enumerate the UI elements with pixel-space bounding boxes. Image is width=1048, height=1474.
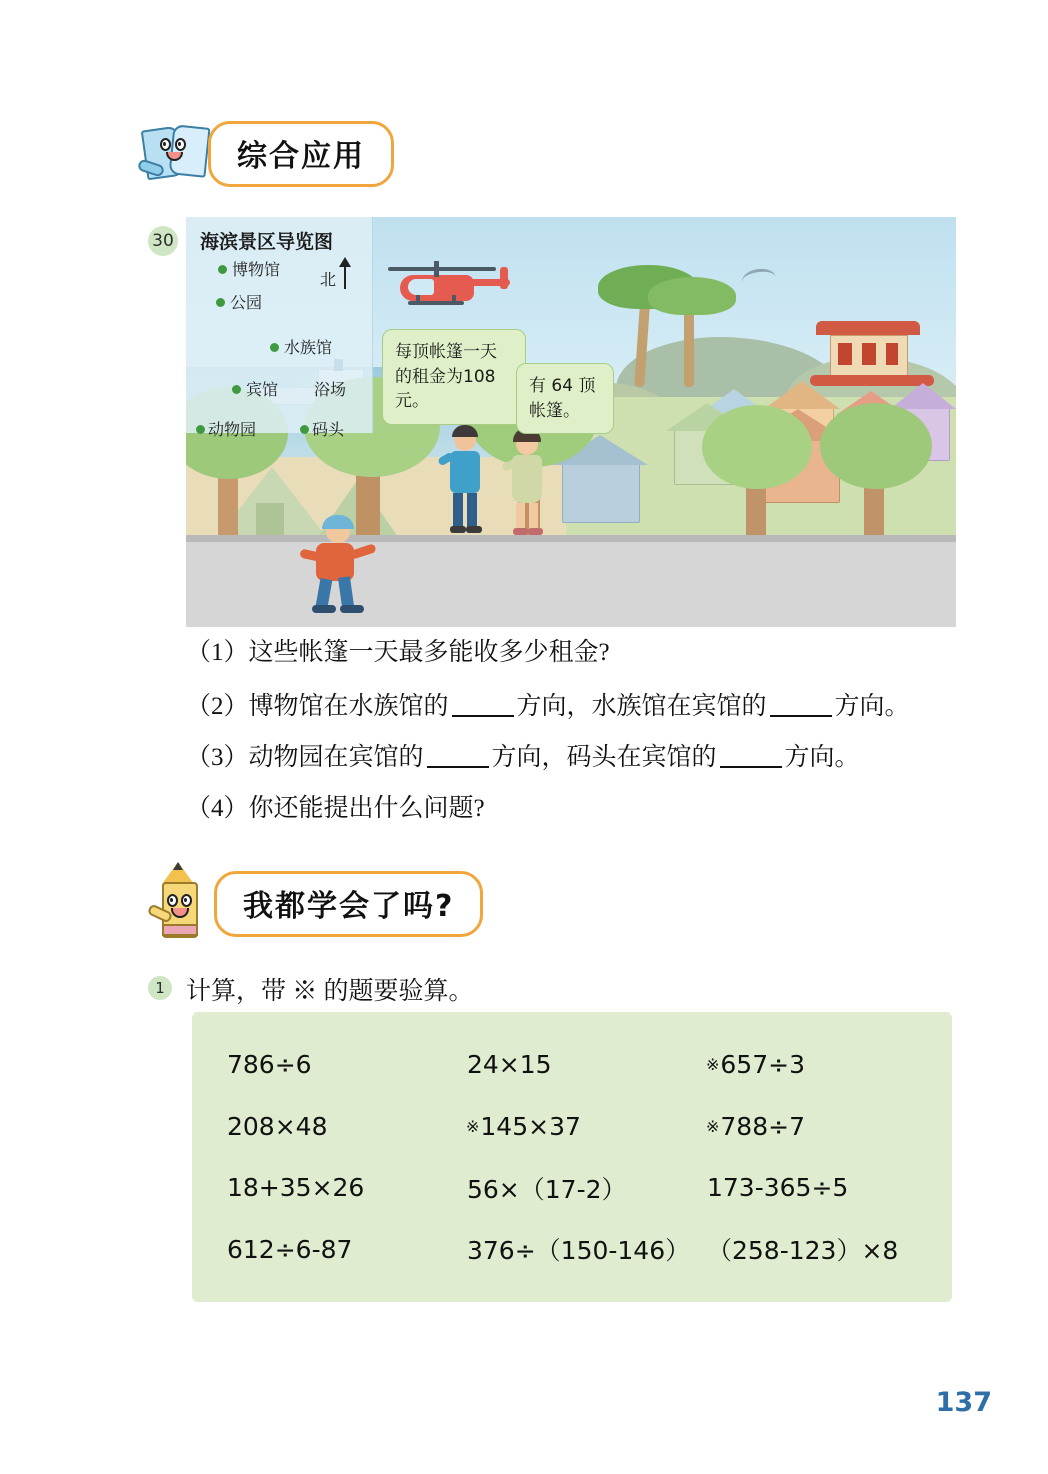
book-mascot-icon (140, 118, 212, 190)
question-4-number: （4） (186, 795, 249, 822)
pencil-mascot-icon (146, 868, 218, 940)
calc-item-5 (452, 1096, 692, 1158)
question-1-number: （1） (186, 639, 249, 666)
calc-item-12 (692, 1219, 932, 1281)
map-dot-park (216, 298, 225, 307)
callout-rent-per-tent: 每顶帐篷一天的租金为108元。 (382, 329, 526, 425)
map-label-park: 公园 (230, 293, 263, 312)
map-dot-dock (300, 425, 309, 434)
map-title: 海滨景区导览图 (200, 231, 334, 253)
answer-blank-3a[interactable] (427, 766, 489, 768)
callout-tent-count: 有 64 顶帐篷。 (516, 363, 614, 434)
calc-item-8 (452, 1157, 692, 1219)
question-1 (186, 638, 610, 668)
north-label: 北 (320, 270, 337, 289)
question-3 (186, 743, 860, 773)
calc-item-4-expr: 208×48 (227, 1111, 328, 1141)
calc-item-3 (692, 1034, 932, 1096)
helicopter-illustration (382, 251, 512, 309)
question-3-pre: 动物园在宾馆的 (248, 744, 424, 771)
question-2-pre: 博物馆在水族馆的 (248, 693, 449, 720)
question-3-number: （3） (186, 744, 249, 771)
calc-item-11-expr: 376÷（150-146） (467, 1236, 691, 1266)
exercise-number-1: 1 (148, 976, 172, 1000)
calc-item-2-expr: 24×15 (467, 1050, 552, 1080)
map-label-hotel: 宾馆 (246, 380, 279, 399)
answer-blank-3b[interactable] (720, 766, 782, 768)
section-title-selfcheck: 我都学会了吗? (214, 871, 483, 937)
answer-blank-2a[interactable] (452, 715, 514, 717)
section-header-comprehensive (140, 118, 394, 190)
calc-item-6-mark: ※ (706, 1116, 720, 1136)
map-label-bath: 浴场 (314, 380, 347, 399)
calc-item-3-mark: ※ (706, 1055, 720, 1075)
skating-child-illustration (302, 517, 382, 617)
map-label-dock: 码头 (312, 420, 345, 439)
calc-item-10-expr: 612÷6-87 (227, 1234, 353, 1264)
calc-item-6-expr: 788÷7 (720, 1111, 805, 1141)
page-number: 137 (935, 1387, 992, 1418)
calc-item-5-expr: 145×37 (480, 1111, 581, 1141)
answer-blank-2b[interactable] (770, 715, 832, 717)
question-2 (186, 692, 910, 722)
calc-item-11 (452, 1219, 692, 1281)
section-header-selfcheck (146, 868, 483, 940)
calculation-box (192, 1012, 952, 1302)
question-2-mid: 方向，水族馆在宾馆的 (516, 693, 767, 720)
calc-item-3-expr: 657÷3 (720, 1050, 805, 1080)
calc-item-8-expr: 56×（17-2） (467, 1174, 627, 1204)
question-4 (186, 794, 485, 824)
calc-item-4 (212, 1096, 452, 1158)
exercise-instruction: 计算，带 ※ 的题要验算。 (186, 978, 474, 1005)
child-illustration-left (442, 429, 488, 535)
child-illustration-right (504, 433, 550, 537)
calc-item-5-mark: ※ (466, 1116, 480, 1136)
map-label-zoo: 动物园 (208, 420, 257, 439)
calc-item-1 (212, 1034, 452, 1096)
question-1-text: 这些帐篷一天最多能收多少租金? (248, 639, 610, 666)
calc-item-7-expr: 18+35×26 (227, 1173, 365, 1203)
calc-item-9 (692, 1157, 932, 1219)
map-legend-panel (186, 217, 373, 439)
question-2-number: （2） (186, 693, 249, 720)
map-dot-hotel (232, 385, 241, 394)
calc-item-9-expr: 173-365÷5 (707, 1173, 849, 1203)
calc-item-7 (212, 1157, 452, 1219)
question-3-mid: 方向，码头在宾馆的 (491, 744, 717, 771)
calc-item-2 (452, 1034, 692, 1096)
calc-item-10 (212, 1219, 452, 1281)
question-3-post: 方向。 (784, 744, 860, 771)
map-label-aquarium: 水族馆 (284, 338, 333, 357)
question-2-post: 方向。 (834, 693, 910, 720)
calc-item-12-expr: （258-123）×8 (707, 1236, 899, 1266)
map-label-museum: 博物馆 (232, 260, 281, 279)
map-dot-museum (218, 265, 227, 274)
calc-item-6 (692, 1096, 932, 1158)
map-dot-aquarium (270, 343, 279, 352)
problem-number-30: 30 (148, 226, 178, 256)
map-dot-zoo (196, 425, 205, 434)
north-indicator (320, 267, 336, 290)
seaside-scenic-map-illustration (186, 217, 956, 627)
question-4-text: 你还能提出什么问题? (248, 795, 485, 822)
calc-item-1-expr: 786÷6 (227, 1050, 312, 1080)
section-title-comprehensive: 综合应用 (208, 121, 394, 187)
